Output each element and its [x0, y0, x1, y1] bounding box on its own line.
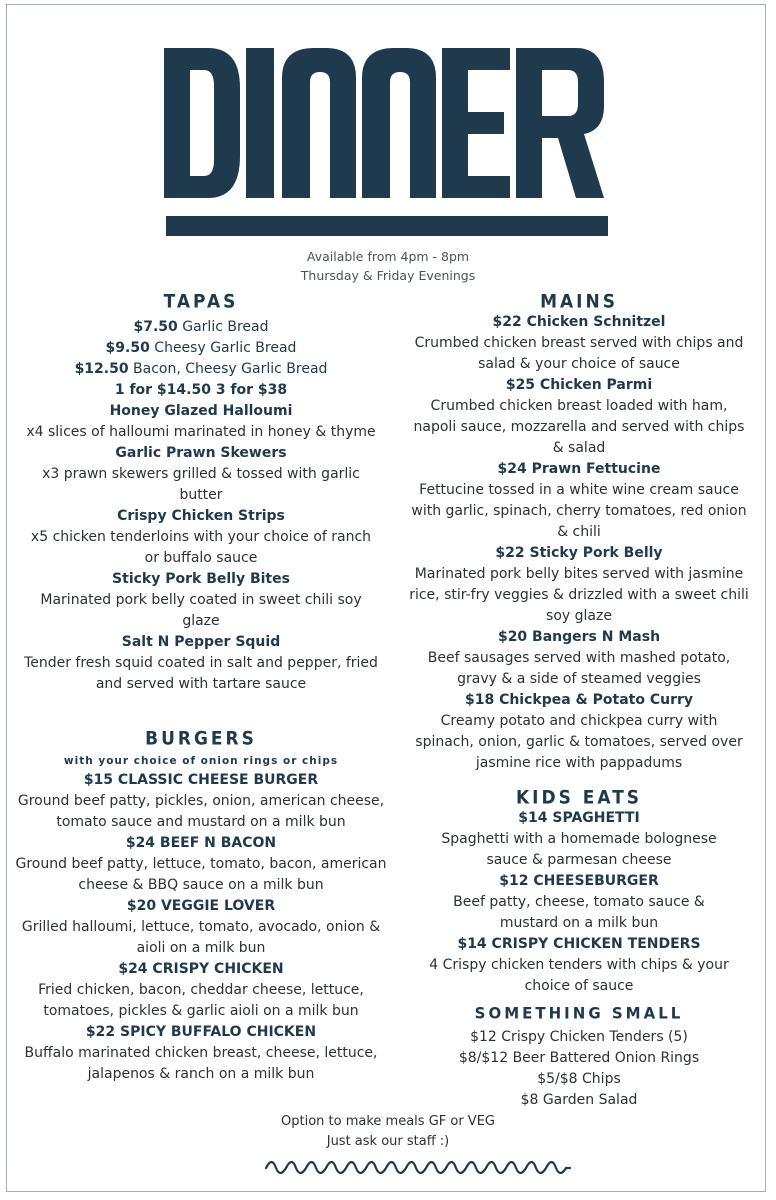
tapas-bread-item: $12.50 Bacon, Cheesy Garlic Bread — [74, 361, 328, 377]
burger-item: $24 BEEF N BACON Ground beef patty, lettuce, tomato, bacon, american cheese & BBQ sauce on a milk bun — [15, 835, 387, 893]
tapas-item: Crispy Chicken Strips x5 chicken tenderloins with your choice of ranch or buffalo sauce — [30, 508, 372, 566]
mains-section — [394, 292, 764, 774]
tapas-item: Salt N Pepper Squid Tender fresh squid coated in salt and pepper, fried and served with tartare sauce — [24, 634, 378, 692]
mains-item: $18 Chickpea & Potato Curry Creamy potato and chickpea curry with spinach, onion, garlic & tomatoes, served over jasmine rice with pappadums — [415, 692, 743, 771]
small-item: $5/$8 Chips — [537, 1071, 621, 1087]
footer-options: Option to make meals GF or VEG — [281, 1114, 495, 1129]
mains-item: $24 Prawn Fettucine Fettucine tossed in a white wine cream sauce with garlic, spinach, cherry tomatoes, red onion & chili — [411, 461, 747, 540]
mains-heading: MAINS — [540, 291, 618, 313]
tapas-item: Sticky Pork Belly Bites Marinated pork belly coated in sweet chili soy glaze — [40, 571, 362, 629]
availability-hours: Available from 4pm - 8pm — [306, 249, 470, 264]
mains-item: $25 Chicken Parmi Crumbed chicken breast loaded with ham, napoli sauce, mozzarella and served with chips & salad — [413, 377, 745, 456]
mains-item: $22 Sticky Pork Belly Marinated pork belly bites served with jasmine rice, stir-fry veggies & drizzled with a sweet chili soy glaze — [409, 545, 749, 624]
squiggle-divider-icon — [262, 1156, 574, 1176]
footer-staff: Just ask our staff :) — [326, 1134, 450, 1149]
availability-days: Thursday & Friday Evenings — [300, 268, 476, 283]
small-item: $12 Crispy Chicken Tenders (5) — [470, 1029, 688, 1045]
tapas-bread-item: $7.50 Garlic Bread — [133, 319, 269, 335]
small-item: $8/$12 Beer Battered Onion Rings — [458, 1050, 700, 1066]
tapas-item: Honey Glazed Halloumi x4 slices of halloumi marinated in honey & thyme — [26, 403, 376, 440]
tapas-deal: 1 for $14.50 3 for $38 — [114, 382, 288, 398]
small-section — [394, 1004, 764, 1111]
tapas-bread-item: $9.50 Cheesy Garlic Bread — [105, 340, 297, 356]
kids-item: $12 CHEESEBURGER Beef patty, cheese, tomato sauce & mustard on a milk bun — [453, 873, 705, 931]
burgers-subtitle: with your choice of onion rings or chips — [63, 755, 339, 767]
tapas-item: Garlic Prawn Skewers x3 prawn skewers grilled & tossed with garlic butter — [42, 445, 360, 503]
tapas-bread-list — [14, 317, 388, 401]
dinner-title-logo — [164, 48, 610, 240]
mains-item: $20 Bangers N Mash Beef sausages served with mashed potato, gravy & a side of steamed veggies — [427, 629, 731, 687]
kids-item: $14 CRISPY CHICKEN TENDERS 4 Crispy chicken tenders with chips & your choice of sauce — [429, 936, 729, 994]
burgers-heading: BURGERS — [145, 728, 257, 750]
left-column — [14, 292, 388, 695]
kids-section — [394, 788, 764, 997]
kids-heading: KIDS EATS — [515, 787, 643, 809]
mains-item: $22 Chicken Schnitzel Crumbed chicken breast served with chips and salad & your choice of sauce — [414, 314, 744, 372]
burger-item: $22 SPICY BUFFALO CHICKEN Buffalo marinated chicken breast, cheese, lettuce, jalapenos & ranch on a milk bun — [24, 1024, 378, 1082]
burger-item: $24 CRISPY CHICKEN Fried chicken, bacon, cheddar cheese, lettuce, tomatoes, pickles & garlic aioli on a milk bun — [38, 961, 364, 1019]
burgers-section — [14, 729, 388, 1085]
small-heading: SOMETHING SMALL — [474, 1003, 684, 1023]
small-item: $8 Garden Salad — [520, 1092, 638, 1108]
kids-item: $14 SPAGHETTI Spaghetti with a homemade bolognese sauce & parmesan cheese — [441, 810, 717, 868]
tapas-heading: TAPAS — [163, 291, 239, 313]
burger-item: $15 CLASSIC CHEESE BURGER Ground beef patty, pickles, onion, american cheese, tomato sauce and mustard on a milk bun — [17, 772, 385, 830]
burger-item: $20 VEGGIE LOVER Grilled halloumi, lettuce, tomato, avocado, onion & aioli on a milk bun — [21, 898, 381, 956]
small-list — [394, 1027, 764, 1111]
